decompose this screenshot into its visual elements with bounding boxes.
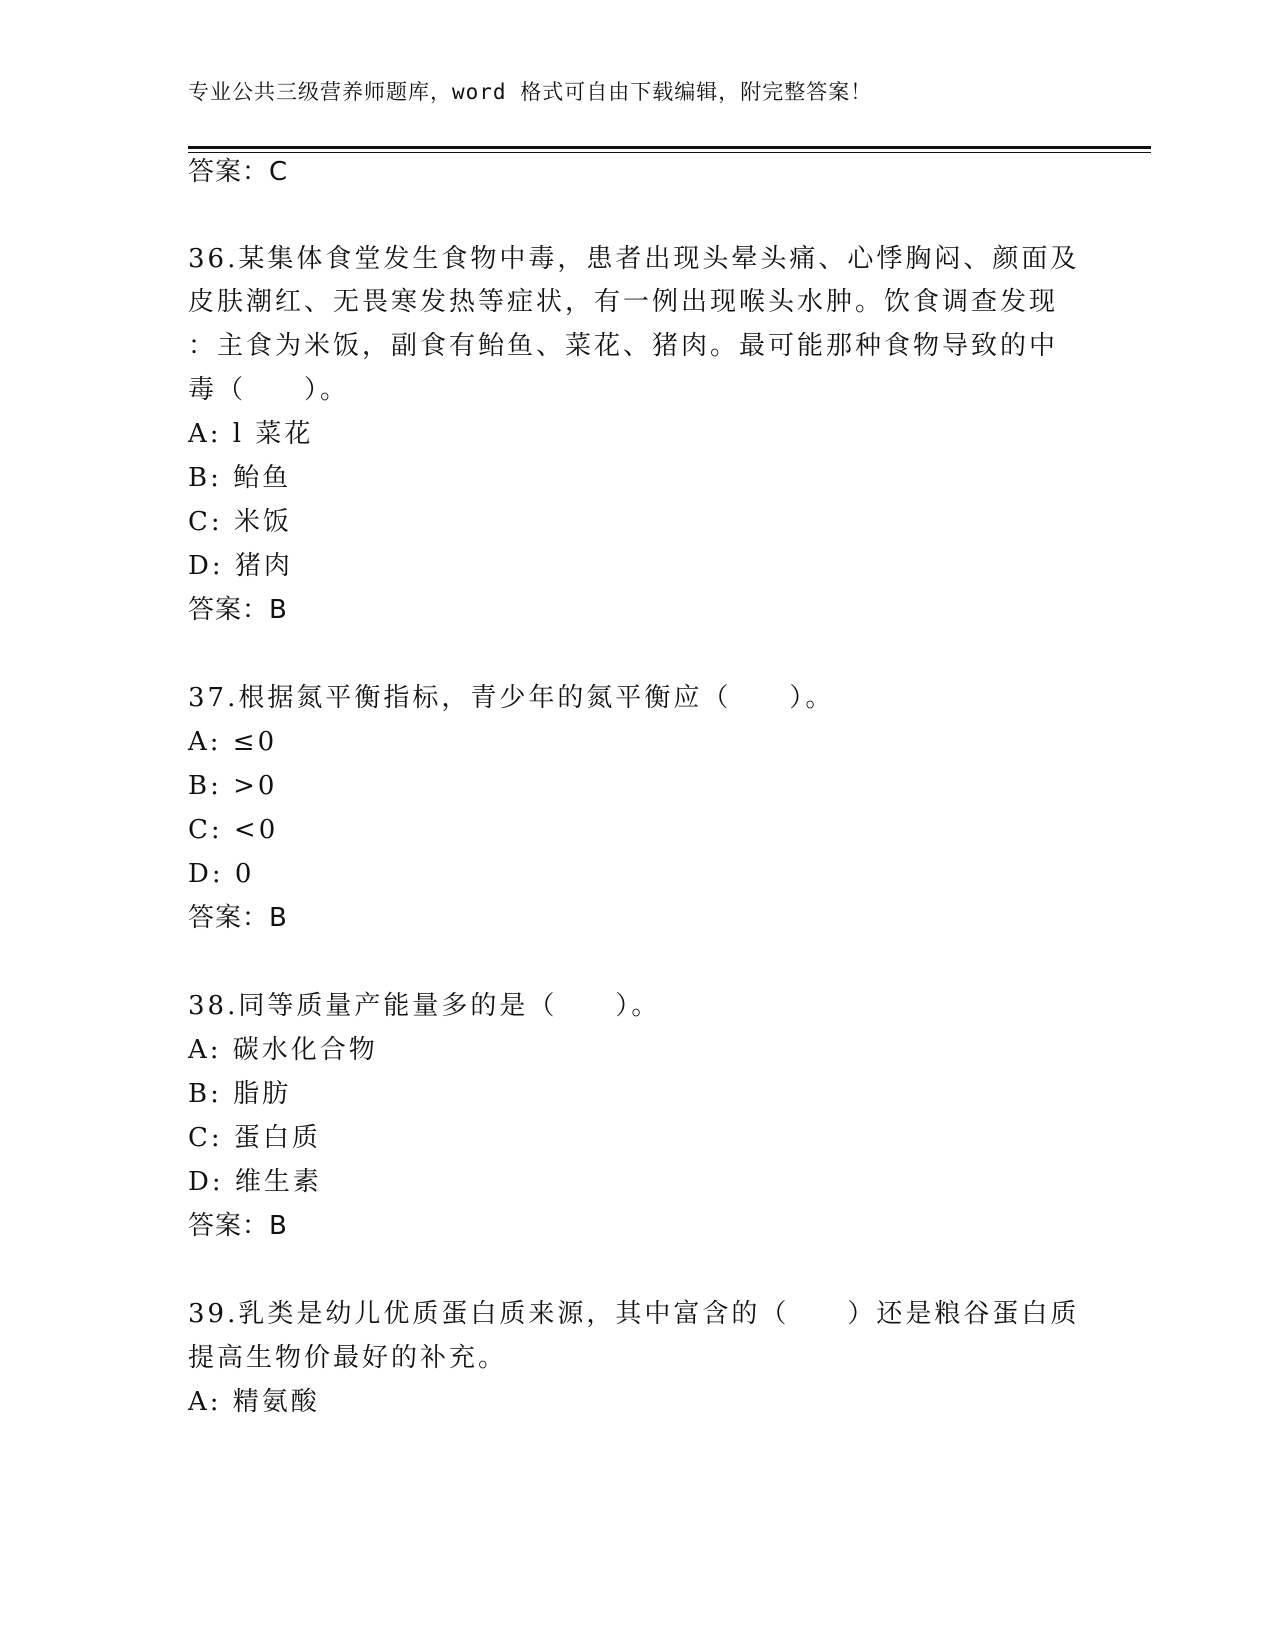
question-38-answer: 答案：B bbox=[188, 1211, 288, 1241]
question-36-option-b: B: 鲐鱼 bbox=[188, 463, 292, 493]
question-36-option-a: A: l 菜花 bbox=[188, 419, 314, 449]
question-36-option-c: C: 米饭 bbox=[188, 507, 292, 537]
question-36-line-4: 毒（ ）。 bbox=[188, 375, 350, 405]
question-39-line-2: 提高生物价最好的补充。 bbox=[188, 1343, 508, 1373]
question-38-option-d: D: 维生素 bbox=[188, 1167, 322, 1197]
question-36-line-3: ：主食为米饭，副食有鲐鱼、菜花、猪肉。最可能那种食物导致的中 bbox=[188, 331, 1059, 361]
question-36-option-d: D: 猪肉 bbox=[188, 551, 293, 581]
question-37-option-a: A: ≤0 bbox=[188, 727, 278, 757]
question-37-option-b: B: >0 bbox=[188, 771, 278, 801]
question-37-line-1: 37.根据氮平衡指标，青少年的氮平衡应（ ）。 bbox=[188, 683, 835, 713]
answer-35: 答案：C bbox=[188, 157, 289, 187]
header-rule-thin bbox=[188, 152, 1151, 153]
question-36-line-1: 36.某集体食堂发生食物中毒，患者出现头晕头痛、心悸胸闷、颜面及 bbox=[188, 244, 1080, 274]
question-39-option-a: A: 精氨酸 bbox=[188, 1387, 320, 1417]
page-header: 专业公共三级营养师题库，word 格式可自由下载编辑，附完整答案！ bbox=[188, 80, 873, 104]
question-38-option-c: C: 蛋白质 bbox=[188, 1123, 321, 1153]
question-37-answer: 答案：B bbox=[188, 903, 288, 933]
question-37-option-d: D: 0 bbox=[188, 859, 255, 889]
question-38-option-b: B: 脂肪 bbox=[188, 1079, 292, 1109]
header-rule-thick bbox=[188, 146, 1151, 149]
question-36-line-2: 皮肤潮红、无畏寒发热等症状，有一例出现喉头水肿。饮食调查发现 bbox=[188, 287, 1059, 317]
question-38-line-1: 38.同等质量产能量多的是（ ）。 bbox=[188, 991, 661, 1021]
question-36-answer: 答案：B bbox=[188, 595, 288, 625]
question-39-line-1: 39.乳类是幼儿优质蛋白质来源，其中富含的（ ）还是粮谷蛋白质 bbox=[188, 1299, 1080, 1329]
question-37-option-c: C: <0 bbox=[188, 815, 279, 845]
question-38-option-a: A: 碳水化合物 bbox=[188, 1035, 378, 1065]
